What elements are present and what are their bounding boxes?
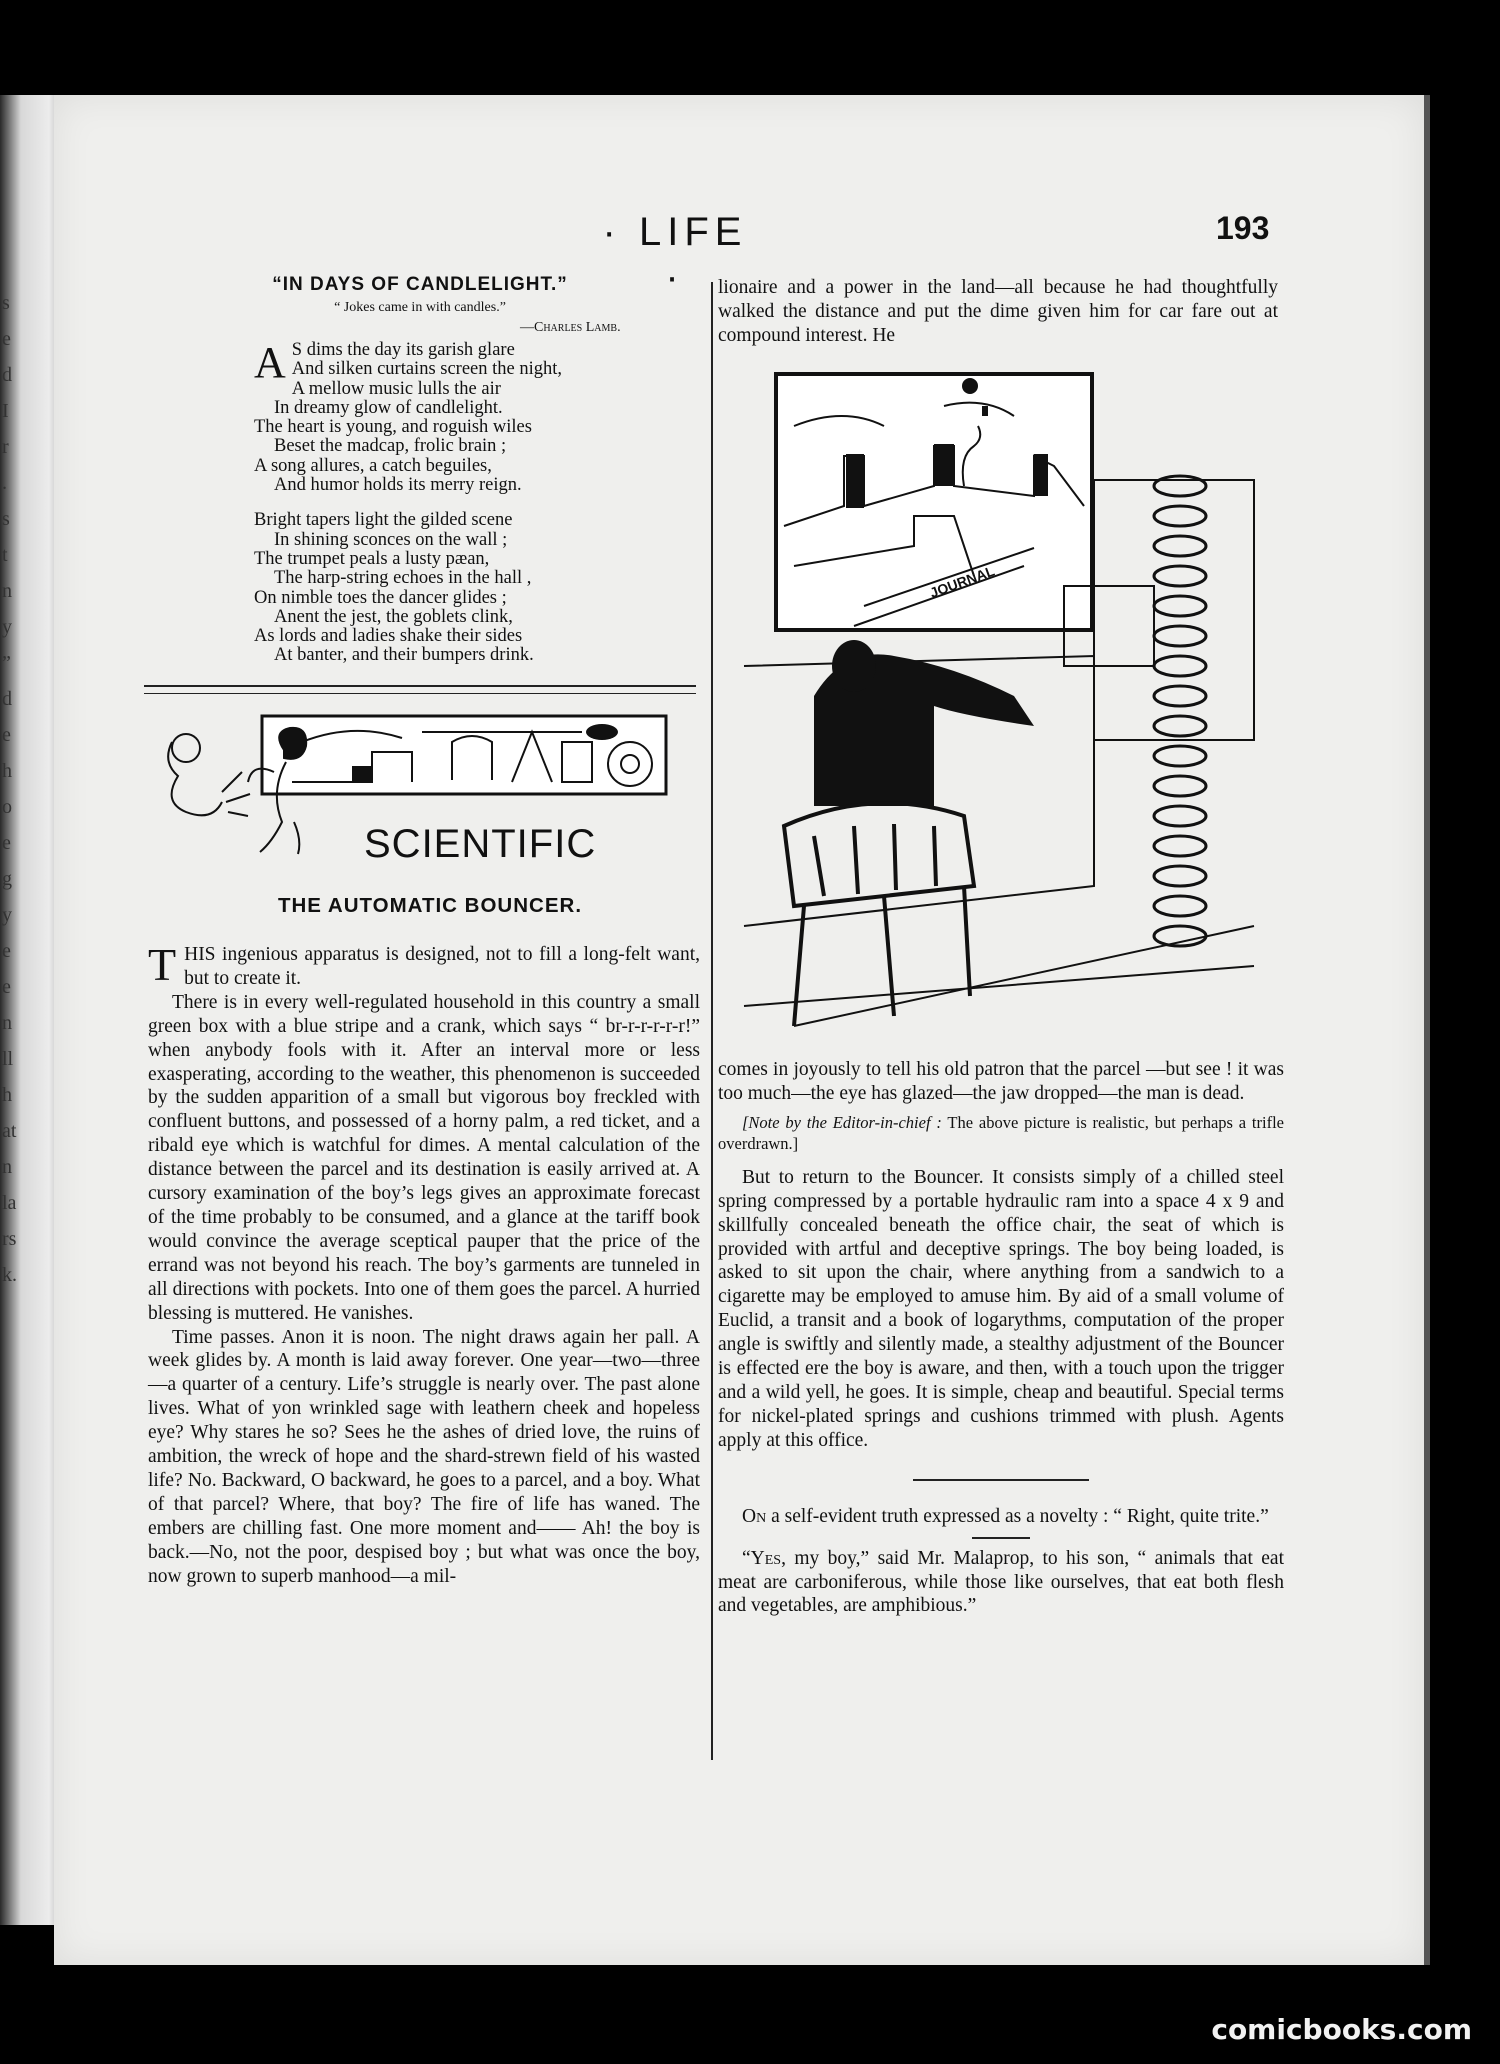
spine-fragment: y	[2, 904, 12, 926]
article-paragraph: But to return to the Bouncer. It consists simply of a chilled steel spring compressed by a portable hydraulic ram into a space 4 x 9 and skillfully concealed beneath the office chair, the seat of which is provided with artful and deceptive springs. The boy being loaded, is asked to sit upon the chair, where anything from a sandwich to a cigarette may be employed to amuse him. By aid of a small volume of Euclid, a transit and a book of logarythms, computation of the proper angle is swiftly and silently made, a stealthy adjustment of the Bouncer is effected ere the boy is aware, and then, with a touch upon the trigger and a wild yell, he goes. It is simple, cheap and beautiful. Special terms for nickel-plated springs and cushions trimmed with plush. Agents apply at this office.	[718, 1166, 1284, 1451]
spine-fragment: t	[2, 544, 8, 566]
spine-fragment: k.	[2, 1264, 17, 1286]
spine-fragment: y	[2, 616, 12, 638]
poem-epigraph: “ Jokes came in with candles.”	[334, 300, 506, 315]
poem-body	[254, 338, 714, 666]
spine-fragment: h	[2, 1084, 12, 1106]
spine-fragment: at	[2, 1120, 17, 1142]
poem-line: Bright tapers light the gilded scene	[254, 510, 513, 531]
poem-line: In shining sconces on the wall ;	[274, 529, 508, 550]
article-dropcap: T	[148, 939, 177, 990]
article-paragraph: comes in joyously to tell his old patron that the parcel —but see ! it was too much—the eye has glazed—the jaw dropped—the man is dead.	[718, 1059, 1284, 1104]
poem-stanza-2	[254, 511, 714, 665]
spine-fragment: .	[2, 472, 7, 494]
site-watermark: comicbooks.com	[1211, 2013, 1472, 2046]
joke-divider	[913, 1479, 1089, 1481]
editor-note-text: The above picture is realistic, but perhaps a trifle overdrawn.]	[718, 1112, 1285, 1153]
spine-fragment: r	[2, 436, 9, 458]
article-body-right-continuation	[718, 276, 1278, 348]
article-paragraph	[148, 939, 700, 991]
poem-line: Beset the madcap, frolic brain ;	[274, 436, 507, 457]
article-body-right-column	[718, 1058, 1284, 1618]
poem-line: Anent the jest, the goblets clink,	[274, 606, 513, 627]
spine-fragment: ll	[2, 1048, 14, 1070]
journal-sign: JOURNAL	[927, 562, 997, 601]
poem-line: And humor holds its merry reign.	[274, 475, 522, 496]
poem-line: In dreamy glow of candlelight.	[274, 397, 503, 418]
poem-line: On nimble toes the dancer glides ;	[254, 587, 507, 608]
poem-line: The trumpet peals a lusty pæan,	[254, 548, 490, 569]
section-divider	[144, 685, 696, 694]
poem-title: “IN DAYS OF CANDLELIGHT.”	[272, 274, 568, 295]
editor-note-label: [Note by the Editor-in-chief :	[742, 1112, 942, 1132]
poem-line: S dims the day its garish glare	[291, 340, 515, 360]
editor-note	[718, 1112, 1284, 1154]
spine-fragment: e	[2, 976, 11, 998]
poem-line: The harp-string echoes in the hall ,	[274, 568, 532, 589]
spine-fragment: e	[2, 328, 11, 350]
poem-line: At banter, and their bumpers drink.	[274, 645, 534, 666]
spine-fragment: e	[2, 832, 11, 854]
spine-fragment: e	[2, 940, 11, 962]
article-paragraph: There is in every well-regulated household in this country a small green box with a blue stripe and a crank, which says “ br-r-r-r-r-r!” when anybody fools with it. After an interval more or less exasperating, according to the weather, this phenomenon is succeeded by the sudden apparition of a small but vigorous boy freckled with confluent buttons, and possessed of a horny palm, a red ticket, and a ribald eye which is watchful for dimes. A mental calculation of the distance between the parcel and its destination is easily arrived at. A cursory examination of the boy’s legs gives an approximate forecast of the time probably to be consumed, and a glance at the tariff book would convince the average sceptical pauper that the price of the errand was not beyond his reach. The boy’s garments are tunneled in all directions with pockets. Into one of them goes the parcel. A hurried blessing is muttered. He vanishes.	[148, 991, 700, 1324]
joke-text: a self-evident truth expressed as a novelty : “ Right, quite trite.”	[766, 1505, 1269, 1527]
spine-fragment: d	[2, 364, 12, 386]
poem-line: A mellow music lulls the air	[291, 378, 501, 399]
masthead-title: · LIFE ·	[602, 210, 748, 299]
page-number: 193	[1216, 210, 1270, 246]
spine-fragment: rs	[2, 1228, 17, 1250]
article-title: THE AUTOMATIC BOUNCER.	[277, 894, 583, 917]
spine-fragment: g	[2, 868, 12, 890]
poem-line: The heart is young, and roguish wiles	[254, 417, 532, 438]
article-body-left-column	[148, 939, 700, 1588]
poem-line: As lords and ladies shake their sides	[254, 626, 523, 647]
poem-attribution: —Charles Lamb.	[520, 320, 621, 335]
poem-line: And silken curtains screen the night,	[291, 359, 563, 380]
article-paragraph: Time passes. Anon it is noon. The night draws again her pall. A week glides by. A month is laid away forever. One year—two—three—a quarter of a century. Life’s struggle is nearly over. The past alone lives. What of yon wrinkled sage with leathern cheek and hopeless eye? Why stares he so? Sees he the ashes of dried love, the ruins of ambition, the wreck of hope and the shard-strewn field of his wasted life? No. Backward, O backward, he goes to a parcel, and a boy. What of that parcel? Where, that boy? The fire of life has waned. The embers are chilling fast. One more moment and—— Ah! the boy is back.—No, not the poor, despised boy ; but what was once the boy, now grown to superb manhood—a mil-	[148, 1326, 700, 1587]
joke-text: my boy,” said Mr. Malaprop, to his son, “ animals that eat meat are carboniferous, while those like ourselves, that eat both flesh and vegetables, are amphibious.”	[718, 1547, 1284, 1617]
joke-lead: On	[742, 1505, 767, 1527]
spine-fragment: s	[2, 292, 10, 314]
spine-fragment: n	[2, 1156, 12, 1178]
spine-fragment: n	[2, 1012, 12, 1034]
poem-dropcap: A	[254, 338, 286, 387]
spine-fragment: s	[2, 508, 10, 530]
spine-fragment: o	[2, 796, 12, 818]
spine-text-fragments	[2, 285, 22, 1293]
article-paragraph: lionaire and a power in the land—all because he had thoughtfully walked the distance and put the dime given him for car fare out at compound interest. He	[718, 277, 1278, 346]
paragraph-text: HIS ingenious apparatus is designed, not to fill a long-felt want, but to create it.	[184, 944, 700, 989]
joke-divider-short	[972, 1537, 1030, 1539]
poem-line: A song allures, a catch beguiles,	[254, 455, 492, 476]
spine-fragment: e	[2, 724, 11, 746]
joke-lead: “Yes,	[742, 1547, 786, 1569]
spine-fragment: h	[2, 760, 12, 782]
spine-fragment: n	[2, 580, 12, 602]
joke-paragraph	[718, 1547, 1284, 1619]
joke-paragraph	[718, 1505, 1284, 1529]
spine-fragment: I	[2, 400, 9, 422]
spine-fragment: la	[2, 1192, 17, 1214]
spine-fragment: d	[2, 688, 12, 710]
section-title: SCIENTIFIC	[364, 822, 597, 866]
automatic-bouncer-illustration	[734, 366, 1264, 1034]
spine-fragment: ”	[2, 652, 11, 674]
